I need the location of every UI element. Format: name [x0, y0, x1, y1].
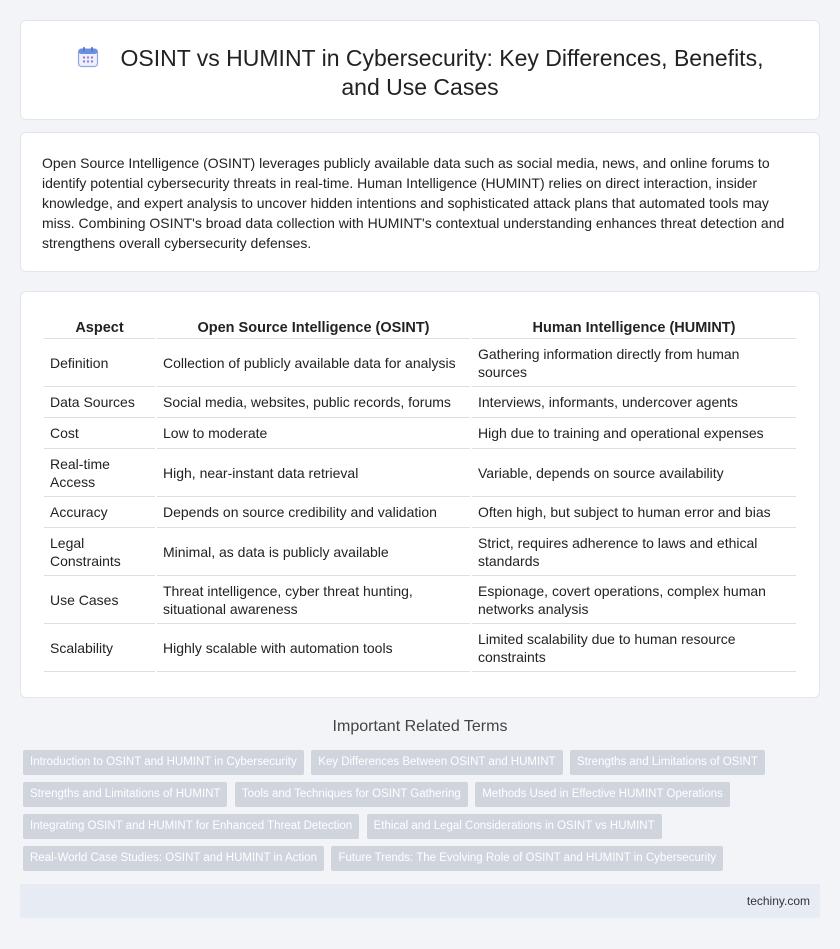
row-aspect: Legal Constraints — [44, 528, 155, 576]
row-osint: Low to moderate — [157, 418, 470, 449]
title-card — [20, 20, 820, 120]
row-humint: Strict, requires adherence to laws and ethical standards — [472, 528, 796, 576]
row-osint: Depends on source credibility and validation — [157, 497, 470, 528]
row-aspect: Real-time Access — [44, 449, 155, 497]
related-tag[interactable]: Real-World Case Studies: OSINT and HUMINT in Action — [23, 846, 324, 871]
summary-text: Open Source Intelligence (OSINT) leverages publicly available data such as social media, news, and online forums to identify potential cybersecurity threats in real-time. Human Intelligence (HUMINT) relies on direct interaction, insider knowledge, and expert analysis to uncover hidden intentions and sophisticated attack plans that automated tools may miss. Combining OSINT's broad data collection with HUMINT's contextual understanding enhances threat detection and strengthens overall cybersecurity defenses. — [42, 155, 785, 251]
related-tag[interactable]: Methods Used in Effective HUMINT Operations — [475, 782, 730, 807]
table-row — [44, 497, 796, 528]
row-humint: Espionage, covert operations, complex human networks analysis — [472, 576, 796, 624]
footer — [20, 884, 820, 918]
table-row — [44, 418, 796, 449]
related-tag[interactable]: Strengths and Limitations of HUMINT — [23, 782, 227, 807]
row-humint: High due to training and operational expenses — [472, 418, 796, 449]
related-terms-tags — [23, 750, 803, 878]
table-row — [44, 576, 796, 624]
header-humint: Human Intelligence (HUMINT) — [472, 315, 796, 339]
page-title-block — [61, 44, 779, 102]
footer-site-link[interactable]: techiny.com — [746, 894, 810, 908]
row-osint: Threat intelligence, cyber threat hunting, situational awareness — [157, 576, 470, 624]
row-osint: High, near-instant data retrieval — [157, 449, 470, 497]
calendar-icon — [77, 46, 99, 68]
row-humint: Interviews, informants, undercover agents — [472, 387, 796, 418]
related-tag[interactable]: Tools and Techniques for OSINT Gathering — [235, 782, 468, 807]
row-aspect: Definition — [44, 339, 155, 387]
row-humint: Limited scalability due to human resource constraints — [472, 624, 796, 672]
table-row — [44, 339, 796, 387]
row-humint: Gathering information directly from human sources — [472, 339, 796, 387]
row-aspect: Data Sources — [44, 387, 155, 418]
summary-card — [20, 132, 820, 272]
table-row — [44, 624, 796, 672]
table-row — [44, 528, 796, 576]
row-humint: Variable, depends on source availability — [472, 449, 796, 497]
related-tag[interactable]: Future Trends: The Evolving Role of OSINT and HUMINT in Cybersecurity — [331, 846, 723, 871]
related-tag[interactable]: Ethical and Legal Considerations in OSINT vs HUMINT — [367, 814, 662, 839]
row-osint: Collection of publicly available data for analysis — [157, 339, 470, 387]
row-aspect: Use Cases — [44, 576, 155, 624]
header-osint: Open Source Intelligence (OSINT) — [157, 315, 470, 339]
related-tag[interactable]: Introduction to OSINT and HUMINT in Cybersecurity — [23, 750, 304, 775]
row-aspect: Cost — [44, 418, 155, 449]
related-tag[interactable]: Strengths and Limitations of OSINT — [570, 750, 765, 775]
page-title: OSINT vs HUMINT in Cybersecurity: Key Differences, Benefits, and Use Cases — [120, 45, 764, 100]
related-tag[interactable]: Integrating OSINT and HUMINT for Enhanced Threat Detection — [23, 814, 359, 839]
comparison-table — [42, 315, 798, 672]
comparison-table-card — [20, 291, 820, 698]
table-row — [44, 449, 796, 497]
related-terms-heading: Important Related Terms — [332, 718, 508, 735]
table-header-row — [44, 315, 796, 339]
header-aspect: Aspect — [44, 315, 155, 339]
row-humint: Often high, but subject to human error and bias — [472, 497, 796, 528]
related-tag[interactable]: Key Differences Between OSINT and HUMINT — [311, 750, 562, 775]
row-aspect: Accuracy — [44, 497, 155, 528]
row-osint: Highly scalable with automation tools — [157, 624, 470, 672]
row-osint: Minimal, as data is publicly available — [157, 528, 470, 576]
row-aspect: Scalability — [44, 624, 155, 672]
row-osint: Social media, websites, public records, forums — [157, 387, 470, 418]
table-row — [44, 387, 796, 418]
